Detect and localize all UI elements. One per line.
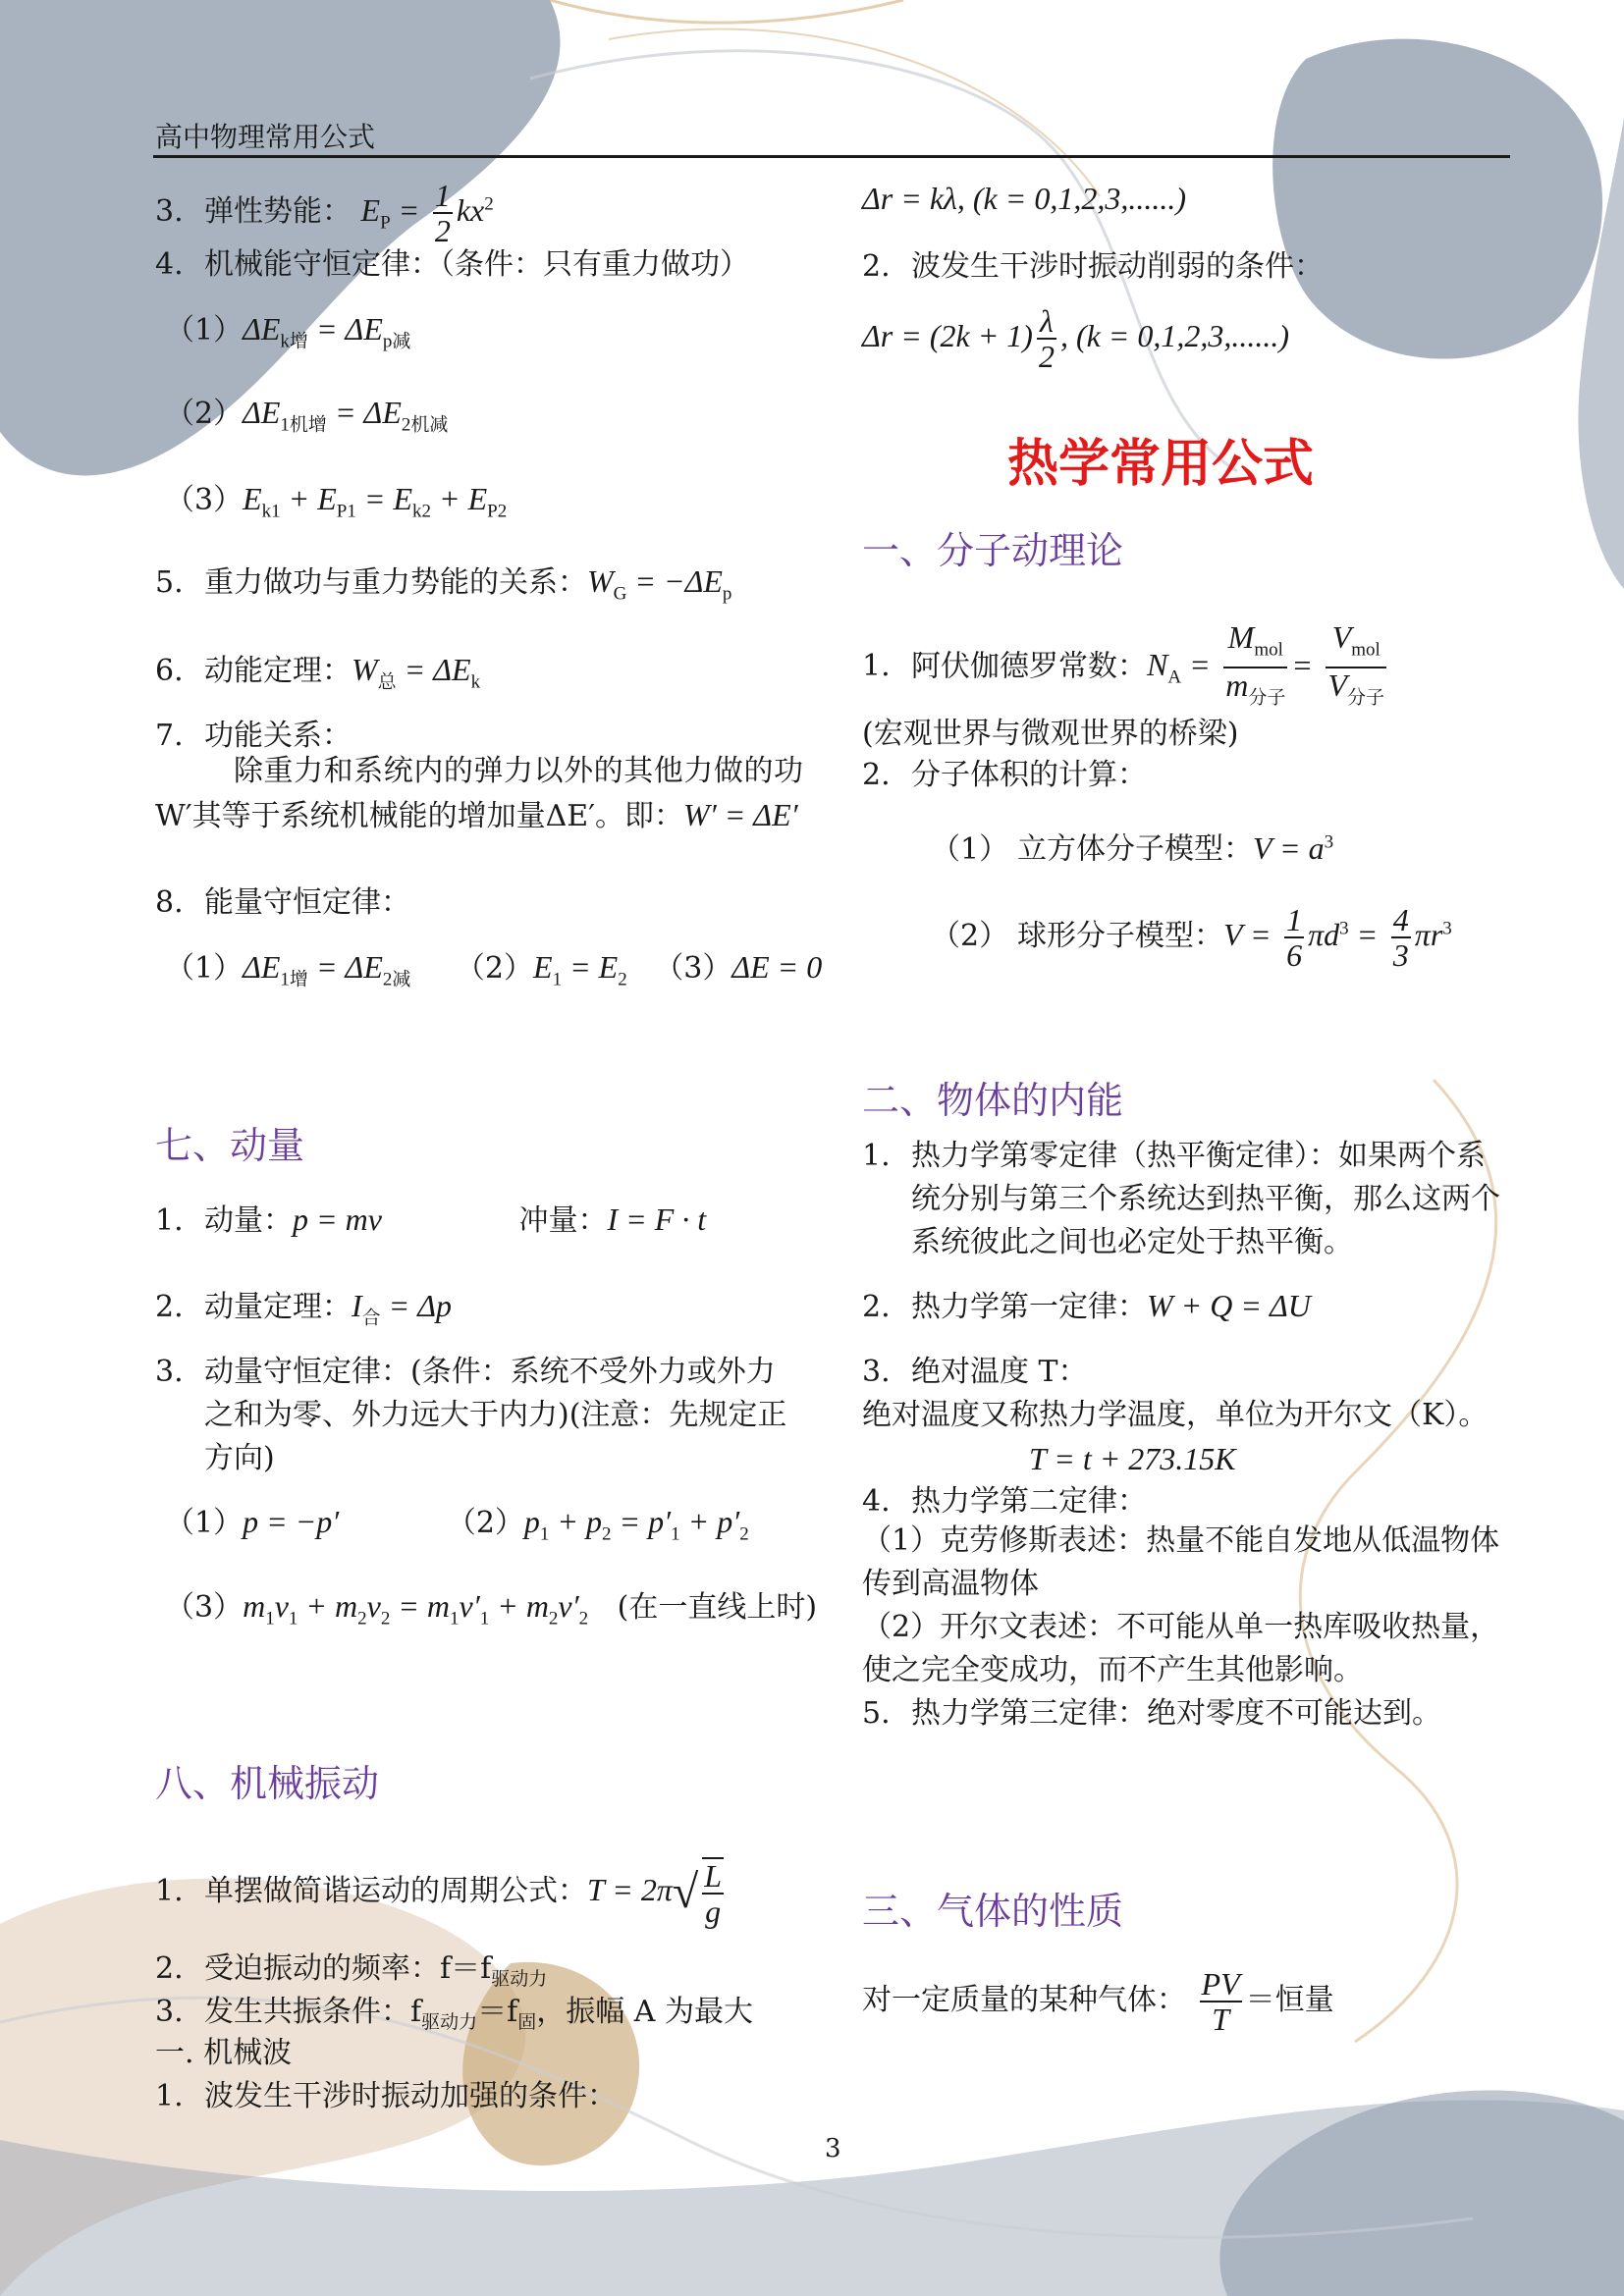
right-avogadro: 1. 阿伏伽德罗常数：$N_A$ = $\frac{M_{mol}}{m_{分子}}$ = $\frac{V_{mol}}{V_{分子}}$ [862, 619, 1385, 709]
left-wave-heading: 一. 机械波 [155, 2036, 293, 2070]
left-line-4: 4. 机械能守恒定律：（条件：只有重力做功） [155, 247, 749, 282]
left-line-8-formulas: $(1)\Delta E_{1增} = \Delta E_{2减}$ $(2)E_1 = E_2$ （3）ΔE = 0 [165, 949, 823, 990]
left-vibration-3: 3. 发生共振条件：$f_{驱动力}=f_固$，振幅 A 为最大 [155, 1995, 753, 2033]
left-line-6: 6. 动能定理：$W_总 = \Delta E_k$ [155, 652, 481, 693]
left-momentum-2: 2. 动量定理：$I_合 = \Delta p$ [155, 1288, 453, 1329]
left-wave-1: 1. 波发生干涉时振动加强的条件： [155, 2079, 617, 2113]
right-volume: 2. 分子体积的计算： [862, 758, 1147, 792]
header-rule [153, 155, 1510, 158]
left-line-7: 7. 功能关系： [155, 719, 352, 753]
right-law0-num: 1. [862, 1139, 891, 1173]
left-momentum-3-num: 3. [155, 1355, 184, 1389]
right-wave-2: 2. 波发生干涉时振动削弱的条件： [862, 249, 1324, 284]
right-abs-temp-para: 绝对温度又称热力学温度，单位为开尔文（K）。 [862, 1398, 1489, 1432]
left-line-8: 8. 能量守恒定律： [155, 885, 410, 920]
right-law1: 2. 热力学第一定律：W + Q = ΔU [862, 1288, 1311, 1324]
left-momentum-3c: $(3)m_1v_1 + m_2v_2 = m_1v'_1 + m_2v'_2$ (在一直线上时) [165, 1588, 818, 1629]
page-number: 3 [825, 2134, 841, 2163]
right-abs-temp: 3. 绝对温度 T： [862, 1355, 1088, 1389]
left-line-3: 3. 弹性势能： $E_P$ = $\frac{1}{2}$ $kx^2$ [155, 178, 494, 248]
left-momentum-3ab: （1）p = −p′ $(2)p_1 + p_2 = p'_1 + p'_2$ [165, 1504, 749, 1545]
right-law2: 4. 热力学第二定律： [862, 1484, 1147, 1519]
right-law2-kelvin: （2）开尔文表述：不可能从单一热库吸收热量，使之完全变成功，而不产生其他影响。 [862, 1610, 1500, 1687]
thermo-title: 热学常用公式 [1007, 435, 1315, 494]
right-wave-1-formula: Δr = kλ, (k = 0,1,2,3,......) [862, 181, 1186, 216]
left-momentum-3: 动量守恒定律：(条件：系统不受外力或外力之和为零、外力远大于内力)(注意：先规定正方向) [204, 1355, 787, 1475]
left-line-7-para: 除重力和系统内的弹力以外的其他力做的功W′其等于系统机械能的增加量ΔE′。即：W′ = ΔE′ [155, 754, 803, 833]
section-vibration: 八、机械振动 [155, 1762, 380, 1805]
right-avogadro-note: (宏观世界与微观世界的桥梁) [862, 717, 1239, 751]
right-wave-2-formula: Δr = (2k + 1) $\frac{\lambda}{2}$ , (k = 0,1,2,3,......) [862, 303, 1290, 374]
right-law2-clausius: （1）克劳修斯表述：热量不能自发地从低温物体传到高温物体 [862, 1523, 1500, 1601]
section-molecular-theory: 一、分子动理论 [862, 529, 1124, 572]
section-gas: 三、气体的性质 [862, 1890, 1124, 1933]
right-law0: 热力学第零定律（热平衡定律）：如果两个系统分别与第三个系统达到热平衡，那么这两个系统彼此之间也必定处于热平衡。 [911, 1139, 1500, 1259]
section-momentum: 七、动量 [155, 1124, 305, 1167]
left-vibration-1: 1. 单摆做简谐运动的周期公式：T = 2π√ $\frac{L}{g}$ [155, 1858, 722, 1929]
left-momentum-1: 1. 动量：p = mv 冲量：I = F · t [155, 1201, 707, 1238]
right-gas-law: 对一定质量的某种气体： $\frac{PV}{T}$ ＝恒量 [862, 1966, 1334, 2037]
left-line-4b: $(2)\Delta E_{1机增} = \Delta E_{2机减}$ [165, 395, 449, 436]
right-volume-cube: （1） 立方体分子模型：$V = a^3$ [931, 829, 1334, 867]
page-header: 高中物理常用公式 [155, 121, 376, 153]
left-line-5: 5. 重力做功与重力势能的关系：$W_G = -\Delta E_p$ [155, 563, 732, 605]
section-internal-energy: 二、物体的内能 [862, 1079, 1124, 1122]
left-line-4c: $(3)E_{k1} + E_{P1} = E_{k2} + E_{P2}$ [165, 481, 508, 522]
left-line-4a: $(1)\Delta E_{k增} = \Delta E_{p减}$ [165, 311, 411, 352]
right-law3: 5. 热力学第三定律：绝对零度不可能达到。 [862, 1696, 1441, 1731]
right-volume-sphere: （2） 球形分子模型：V = $\frac{1}{6}$ $\pi d^3$ = $\frac{4}{3}$ $\pi r^3$ [931, 902, 1452, 973]
left-vibration-2: 2. 受迫振动的频率：$f=f_{驱动力}$ [155, 1951, 548, 1990]
right-abs-temp-formula: T = t + 273.15K [1029, 1441, 1236, 1476]
